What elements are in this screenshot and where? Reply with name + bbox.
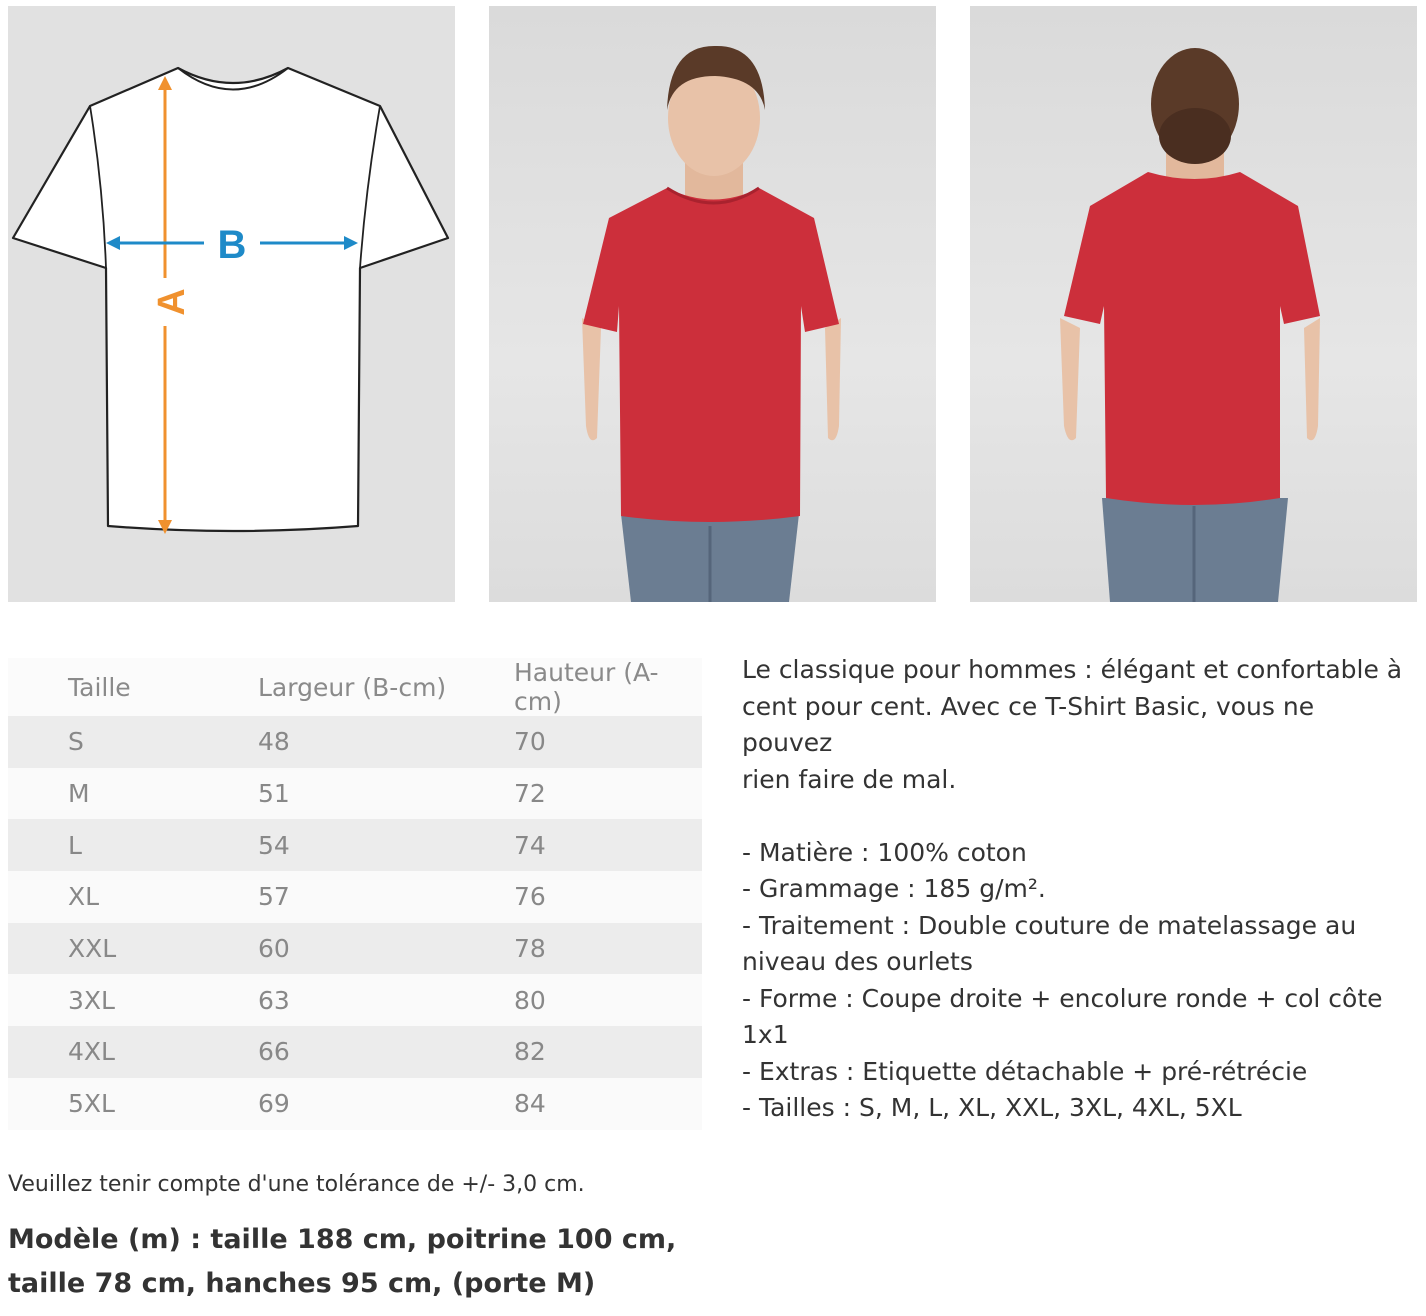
height-cell: 78 bbox=[514, 923, 702, 975]
width-cell: 60 bbox=[258, 923, 514, 975]
width-cell: 57 bbox=[258, 871, 514, 923]
size-cell: 4XL bbox=[8, 1026, 258, 1078]
model-info bbox=[8, 1218, 676, 1306]
height-cell: 84 bbox=[514, 1078, 702, 1130]
size-diagram bbox=[8, 6, 455, 602]
feature-line: - Traitement : Double couture de matelassage au bbox=[742, 910, 1357, 940]
size-cell: L bbox=[8, 819, 258, 871]
table-row bbox=[8, 1078, 702, 1130]
red-tshirt-back bbox=[1064, 172, 1320, 505]
tolerance-note: Veuillez tenir compte d'une tolérance de +/- 3,0 cm. bbox=[8, 1172, 585, 1197]
table-row bbox=[8, 1026, 702, 1078]
size-cell: 5XL bbox=[8, 1078, 258, 1130]
height-cell: 70 bbox=[514, 716, 702, 768]
height-cell: 72 bbox=[514, 768, 702, 820]
intro-line: Le classique pour hommes : élégant et confortable à bbox=[742, 655, 1403, 684]
table-row bbox=[8, 974, 702, 1026]
width-cell: 48 bbox=[258, 716, 514, 768]
col-header-size: Taille bbox=[8, 658, 258, 716]
size-cell: XL bbox=[8, 871, 258, 923]
red-tshirt-front bbox=[583, 188, 839, 522]
height-cell: 80 bbox=[514, 974, 702, 1026]
width-cell: 63 bbox=[258, 974, 514, 1026]
feature-line: - Forme : Coupe droite + encolure ronde + col côte bbox=[742, 983, 1383, 1013]
table-row bbox=[8, 768, 702, 820]
table-row bbox=[8, 819, 702, 871]
feature-line: 1x1 bbox=[742, 1020, 789, 1049]
size-cell: M bbox=[8, 768, 258, 820]
size-cell: 3XL bbox=[8, 974, 258, 1026]
height-cell: 76 bbox=[514, 871, 702, 923]
table-row bbox=[8, 716, 702, 768]
height-cell: 82 bbox=[514, 1026, 702, 1078]
tshirt-outline bbox=[13, 68, 448, 531]
product-description bbox=[742, 652, 1412, 1127]
intro-line: rien faire de mal. bbox=[742, 764, 957, 794]
feature-line: - Tailles : S, M, L, XL, XXL, 3XL, 4XL, 5XL bbox=[742, 1093, 1242, 1122]
width-cell: 69 bbox=[258, 1078, 514, 1130]
table-row bbox=[8, 923, 702, 975]
size-table-header bbox=[8, 658, 702, 716]
feature-line: niveau des ourlets bbox=[742, 947, 973, 976]
model-info-line: taille 78 cm, hanches 95 cm, (porte M) bbox=[8, 1268, 596, 1299]
size-table bbox=[8, 658, 702, 1130]
col-header-height: Hauteur (A-cm) bbox=[514, 658, 702, 716]
size-cell: S bbox=[8, 716, 258, 768]
model-front-photo bbox=[489, 6, 936, 602]
feature-line: - Extras : Etiquette détachable + pré-rétrécie bbox=[742, 1056, 1308, 1086]
size-cell: XXL bbox=[8, 923, 258, 975]
feature-line: - Matière : 100% coton bbox=[742, 837, 1027, 867]
width-cell: 54 bbox=[258, 819, 514, 871]
tshirt-outline-diagram bbox=[8, 6, 455, 602]
measure-a-label: A bbox=[151, 288, 193, 316]
table-row bbox=[8, 871, 702, 923]
model-info-line: Modèle (m) : taille 188 cm, poitrine 100 cm, bbox=[8, 1224, 677, 1255]
intro-line: cent pour cent. Avec ce T-Shirt Basic, vous ne pouvez bbox=[742, 691, 1315, 757]
measure-b-label: B bbox=[217, 223, 247, 267]
model-back-photo bbox=[970, 6, 1417, 602]
feature-line: - Grammage : 185 g/m². bbox=[742, 874, 1046, 903]
width-cell: 66 bbox=[258, 1026, 514, 1078]
width-cell: 51 bbox=[258, 768, 514, 820]
col-header-width: Largeur (B-cm) bbox=[258, 658, 514, 716]
height-cell: 74 bbox=[514, 819, 702, 871]
